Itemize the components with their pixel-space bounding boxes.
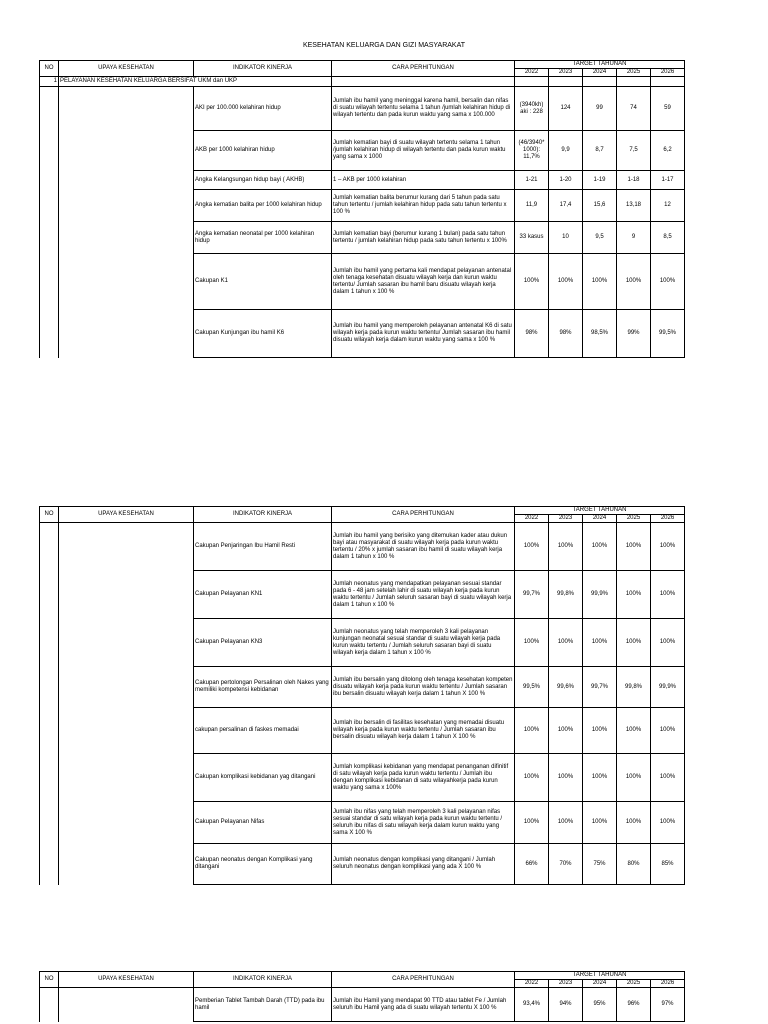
cara-cell: Jumlah neonatus yang mendapatkan pelayanan sesuai standar pada 6 - 48 jam setelah lahir di suatu wilayah kerja pada kurun waktu tertentu / Jumlah seluruh sasaran bayi di suatu wilayah kerja dalam 1 tahun x 100 %	[332, 571, 515, 619]
header-target: TARGET TAHUNAN	[515, 61, 685, 69]
indikator-cell: Cakupan Pelayanan KN1	[194, 571, 332, 619]
upaya-cell	[59, 131, 194, 171]
upaya-cell	[59, 802, 194, 844]
target-2026-cell: 100%	[651, 802, 685, 844]
section-row	[40, 77, 685, 87]
no-cell	[40, 667, 59, 708]
table-row	[40, 708, 685, 754]
target-2023-cell: 99,8%	[549, 571, 583, 619]
upaya-cell	[59, 667, 194, 708]
target-2024-cell: 99,7%	[583, 667, 617, 708]
target-2026-cell: 12	[651, 190, 685, 222]
table-row	[40, 988, 685, 1022]
target-2023-cell: 100%	[549, 254, 583, 310]
target-2023-cell: 10	[549, 222, 583, 254]
indikator-cell: Cakupan neonatus dengan Komplikasi yang ditangani	[194, 844, 332, 885]
upaya-cell	[59, 844, 194, 885]
target-2023-cell: 70%	[549, 844, 583, 885]
indicator-table-1	[39, 60, 685, 358]
target-2022-cell: 11,9	[515, 190, 549, 222]
upaya-cell	[59, 310, 194, 358]
page-title: KESEHATAN KELUARGA DAN GIZI MASYARAKAT	[302, 42, 466, 49]
header-indikator: INDIKATOR KINERJA	[194, 61, 332, 77]
no-cell	[40, 754, 59, 802]
no-cell	[40, 87, 59, 131]
cara-cell: Jumlah ibu Hamil yang mendapat 90 TTD atau tablet Fe / Jumlah seluruh ibu Hamil yang ada di suatu wilayah tertentu X 100 %	[332, 988, 515, 1022]
indikator-cell: cakupan persalinan di faskes memadai	[194, 708, 332, 754]
target-2024-cell: 8,7	[583, 131, 617, 171]
cara-cell: Jumlah ibu nifas yang telah memperoleh 3 kali pelayanan nifas sesuai standar di satu wilayah kerja pada kurun waktu tertentu / seluruh ibu nifas di satu wilayah kerja dalam kurun waktu yang sama X 100 %	[332, 802, 515, 844]
header-year: 2024	[583, 69, 617, 77]
target-2026-cell: 100%	[651, 619, 685, 667]
cara-cell: Jumlah komplikasi kebidanan yang mendapat penanganan difinitif di satu wilayah kerja pada kurun waktu tertentu / Jumlah ibu dengan komplikasi kebidanan di satu wilayahkerja pada kurun waktu yang sama x 100%	[332, 754, 515, 802]
target-2026-cell: 99,5%	[651, 310, 685, 358]
header-year: 2026	[651, 980, 685, 988]
target-2026-cell: 8,5	[651, 222, 685, 254]
upaya-cell	[59, 87, 194, 131]
cara-cell: Jumlah neonatus yang telah memperoleh 3 kali pelayanan kunjungan neonatal sesuai standar di suatu wilayah kerja pada kurun waktu tertentu / Jumlah seluruh sasaran bayi di suatu wilayah kerja dalam 1 tahun x 100 %	[332, 619, 515, 667]
header-year: 2022	[515, 980, 549, 988]
target-2022-cell: (3940kh) aki : 228	[515, 87, 549, 131]
upaya-cell	[59, 190, 194, 222]
target-2026-cell: 99,9%	[651, 667, 685, 708]
header-cara: CARA PERHITUNGAN	[332, 507, 515, 523]
target-2022-cell: 1-21	[515, 171, 549, 190]
indikator-cell: Angka Kelangsungan hidup bayi ( AKHB)	[194, 171, 332, 190]
table-row	[40, 844, 685, 885]
target-2023-cell: 9,9	[549, 131, 583, 171]
target-2025-cell: 7,5	[617, 131, 651, 171]
target-2022-cell: 98%	[515, 310, 549, 358]
table-row	[40, 310, 685, 358]
target-2025-cell: 96%	[617, 988, 651, 1022]
target-2022-cell: 66%	[515, 844, 549, 885]
target-2026-cell: 100%	[651, 571, 685, 619]
target-2022-cell: 100%	[515, 619, 549, 667]
target-2024-cell: 100%	[583, 254, 617, 310]
target-2026-cell: 6,2	[651, 131, 685, 171]
target-2024-cell: 100%	[583, 802, 617, 844]
target-2025-cell: 80%	[617, 844, 651, 885]
target-2022-cell: 93,4%	[515, 988, 549, 1022]
indikator-cell: Cakupan Kunjungan ibu hamil K6	[194, 310, 332, 358]
no-cell	[40, 802, 59, 844]
table-row	[40, 619, 685, 667]
header-no: NO	[40, 972, 59, 988]
target-2025-cell: 100%	[617, 571, 651, 619]
target-2022-cell: 100%	[515, 523, 549, 571]
table-row	[40, 754, 685, 802]
target-2023-cell: 100%	[549, 523, 583, 571]
header-year: 2022	[515, 69, 549, 77]
header-target: TARGET TAHUNAN	[515, 972, 685, 980]
target-2025-cell: 99%	[617, 310, 651, 358]
target-2025-cell: 100%	[617, 802, 651, 844]
cara-cell: Jumlah ibu hamil yang pertama kali mendapat pelayanan antenatal oleh tenaga kesehatan disuatu wilayah kerja dan kurun waktu tertentu/ Jumlah sasaran ibu hamil baru disuatu wilayah kerja dalam 1 tahun x 100 %	[332, 254, 515, 310]
target-2023-cell: 99,6%	[549, 667, 583, 708]
target-2024-cell: 15,6	[583, 190, 617, 222]
target-2023-cell: 100%	[549, 754, 583, 802]
target-2026-cell: 97%	[651, 988, 685, 1022]
target-2024-cell: 100%	[583, 523, 617, 571]
table-row	[40, 190, 685, 222]
table-row	[40, 802, 685, 844]
target-2022-cell: 99,5%	[515, 667, 549, 708]
table-row	[40, 523, 685, 571]
upaya-cell	[59, 988, 194, 1022]
upaya-cell	[59, 754, 194, 802]
no-cell	[40, 988, 59, 1022]
target-2022-cell: 100%	[515, 254, 549, 310]
target-2024-cell: 75%	[583, 844, 617, 885]
target-2024-cell: 1-19	[583, 171, 617, 190]
target-2025-cell: 100%	[617, 523, 651, 571]
header-year: 2024	[583, 980, 617, 988]
indikator-cell: Cakupan pertolongan Persalinan oleh Nakes yang memiliki kompetensi kebidanan	[194, 667, 332, 708]
no-cell	[40, 571, 59, 619]
header-upaya: UPAYA KESEHATAN	[59, 507, 194, 523]
cara-cell: Jumlah kematian bayi di suatu wilayah tertentu selama 1 tahun /jumlah kelahiran hidup di wilayah tertentu dan pada kurun waktu yang sama x 1000	[332, 131, 515, 171]
indikator-cell: Cakupan Penjaringan Ibu Hamil Resti	[194, 523, 332, 571]
table-row	[40, 254, 685, 310]
no-cell	[40, 708, 59, 754]
cara-cell: Jumlah neonatus dengan komplikasi yang ditangani / Jumlah seluruh neonatus dengan komplikasi yang ada X 100 %	[332, 844, 515, 885]
upaya-cell	[59, 571, 194, 619]
header-year: 2023	[549, 980, 583, 988]
target-2025-cell: 100%	[617, 254, 651, 310]
table-row	[40, 131, 685, 171]
indikator-cell: Cakupan Pelayanan Nifas	[194, 802, 332, 844]
indikator-cell: Angka kematian neonatal per 1000 kelahiran hidup	[194, 222, 332, 254]
target-2022-cell: 99,7%	[515, 571, 549, 619]
header-year: 2025	[617, 515, 651, 523]
target-2026-cell: 85%	[651, 844, 685, 885]
indikator-cell: AKB per 1000 kelahiran hidup	[194, 131, 332, 171]
target-2024-cell: 95%	[583, 988, 617, 1022]
target-2026-cell: 100%	[651, 754, 685, 802]
cara-cell: Jumlah ibu hamil yang memperoleh pelayanan antenatal K6 di satu wilayah kerja pada kurun waktu tertentu/ Jumlah sasaran ibu hamil disuatu wilayah kerja dalam kurun waktu yang sama x 100 %	[332, 310, 515, 358]
header-no: NO	[40, 507, 59, 523]
indikator-cell: Cakupan Pelayanan KN3	[194, 619, 332, 667]
upaya-cell	[59, 254, 194, 310]
no-cell	[40, 131, 59, 171]
target-2025-cell: 99,8%	[617, 667, 651, 708]
upaya-cell	[59, 708, 194, 754]
header-cara: CARA PERHITUNGAN	[332, 61, 515, 77]
header-year: 2023	[549, 515, 583, 523]
no-cell	[40, 310, 59, 358]
target-2025-cell: 13,18	[617, 190, 651, 222]
table-row	[40, 222, 685, 254]
target-2022-cell: 100%	[515, 708, 549, 754]
target-2026-cell: 100%	[651, 708, 685, 754]
target-2024-cell: 99	[583, 87, 617, 131]
target-2023-cell: 124	[549, 87, 583, 131]
target-2023-cell: 17,4	[549, 190, 583, 222]
target-2022-cell: 100%	[515, 802, 549, 844]
upaya-cell	[59, 619, 194, 667]
cara-cell: Jumlah ibu hamil yang meninggal karena hamil, bersalin dan nifas di suatu wilayah tertentu selama 1 tahun /jumlah kelahiran hidup di wilayah tertentu dan pada kurun waktu yang sama x 100.000	[332, 87, 515, 131]
header-indikator: INDIKATOR KINERJA	[194, 972, 332, 988]
header-year: 2022	[515, 515, 549, 523]
cara-cell: Jumlah ibu hamil yang berisiko yang ditemukan kader atau dukun bayi atau masyarakat di suatu wilayah kerja pada kurun waktu tertentu / 20% x jumlah sasaran ibu hamil di suatu wilayah kerja dalam 1 tahun x 100 %	[332, 523, 515, 571]
indikator-cell: Cakupan komplikasi kebidanan yag ditangani	[194, 754, 332, 802]
indicator-table-3	[39, 971, 685, 1022]
target-2024-cell: 99,9%	[583, 571, 617, 619]
target-2022-cell: 100%	[515, 754, 549, 802]
target-2026-cell: 1-17	[651, 171, 685, 190]
target-2022-cell: 33 kasus	[515, 222, 549, 254]
upaya-cell	[59, 222, 194, 254]
no-cell	[40, 190, 59, 222]
header-year: 2026	[651, 69, 685, 77]
target-2024-cell: 98,5%	[583, 310, 617, 358]
header-upaya: UPAYA KESEHATAN	[59, 61, 194, 77]
indikator-cell: Pemberian Tablet Tambah Darah (TTD) pada ibu hamil	[194, 988, 332, 1022]
target-2023-cell: 100%	[549, 619, 583, 667]
indikator-cell: AKI per 100.000 kelahiran hidup	[194, 87, 332, 131]
target-2023-cell: 1-20	[549, 171, 583, 190]
target-2023-cell: 94%	[549, 988, 583, 1022]
target-2025-cell: 74	[617, 87, 651, 131]
cara-cell: 1 – AKB per 1000 kelahiran	[332, 171, 515, 190]
table-row	[40, 667, 685, 708]
section-label: PELAYANAN KESEHATAN KELUARGA BERSIFAT UKM dan UKP	[59, 77, 332, 87]
target-2024-cell: 100%	[583, 708, 617, 754]
table-row	[40, 571, 685, 619]
header-year: 2025	[617, 980, 651, 988]
target-2024-cell: 100%	[583, 619, 617, 667]
target-2025-cell: 100%	[617, 754, 651, 802]
no-cell	[40, 254, 59, 310]
header-upaya: UPAYA KESEHATAN	[59, 972, 194, 988]
no-cell	[40, 222, 59, 254]
target-2025-cell: 100%	[617, 619, 651, 667]
header-target: TARGET TAHUNAN	[515, 507, 685, 515]
header-year: 2024	[583, 515, 617, 523]
no-cell	[40, 171, 59, 190]
indikator-cell: Cakupan K1	[194, 254, 332, 310]
target-2025-cell: 100%	[617, 708, 651, 754]
target-2025-cell: 1-18	[617, 171, 651, 190]
target-2023-cell: 100%	[549, 708, 583, 754]
cara-cell: Jumlah kematian balita berumur kurang dari 5 tahun pada satu tahun tertentu / jumlah kelahiran hidup pada satu tahun tertentu x 100 %	[332, 190, 515, 222]
target-2024-cell: 100%	[583, 754, 617, 802]
target-2026-cell: 59	[651, 87, 685, 131]
target-2023-cell: 100%	[549, 802, 583, 844]
target-2022-cell: (46/3940* 1000): 11,7%	[515, 131, 549, 171]
table-row	[40, 87, 685, 131]
header-year: 2026	[651, 515, 685, 523]
section-no: 1	[40, 77, 59, 87]
header-no: NO	[40, 61, 59, 77]
upaya-cell	[59, 523, 194, 571]
cara-cell: Jumlah kematian bayi (berumur kurang 1 bulan) pada satu tahun tertentu / jumlah kelahiran hidup pada satu tahun tertentu x 100%	[332, 222, 515, 254]
target-2025-cell: 9	[617, 222, 651, 254]
no-cell	[40, 844, 59, 885]
target-2024-cell: 9,5	[583, 222, 617, 254]
header-year: 2023	[549, 69, 583, 77]
target-2026-cell: 100%	[651, 523, 685, 571]
upaya-cell	[59, 171, 194, 190]
header-indikator: INDIKATOR KINERJA	[194, 507, 332, 523]
cara-cell: Jumlah ibu bersalin di fasilitas kesehatan yang memadai disuatu wilayah kerja pada kurun waktu tertentu / Jumlah sasaran ibu bersalin disuatu wilayah kerja dalam 1 tahun X 100 %	[332, 708, 515, 754]
indikator-cell: Angka kematian balita per 1000 kelahiran hidup	[194, 190, 332, 222]
indicator-table-2	[39, 506, 685, 885]
header-year: 2025	[617, 69, 651, 77]
cara-cell: Jumlah ibu bersalin yang ditolong oleh tenaga kesehatan kompeten disuatu wilayah kerja pada kurun waktu tertentu / Jumlah sasaran ibu bersalin disuatu wilayah kerja dalam 1 tahun X 100 %	[332, 667, 515, 708]
no-cell	[40, 619, 59, 667]
header-cara: CARA PERHITUNGAN	[332, 972, 515, 988]
no-cell	[40, 523, 59, 571]
target-2026-cell: 100%	[651, 254, 685, 310]
table-row	[40, 171, 685, 190]
target-2023-cell: 98%	[549, 310, 583, 358]
